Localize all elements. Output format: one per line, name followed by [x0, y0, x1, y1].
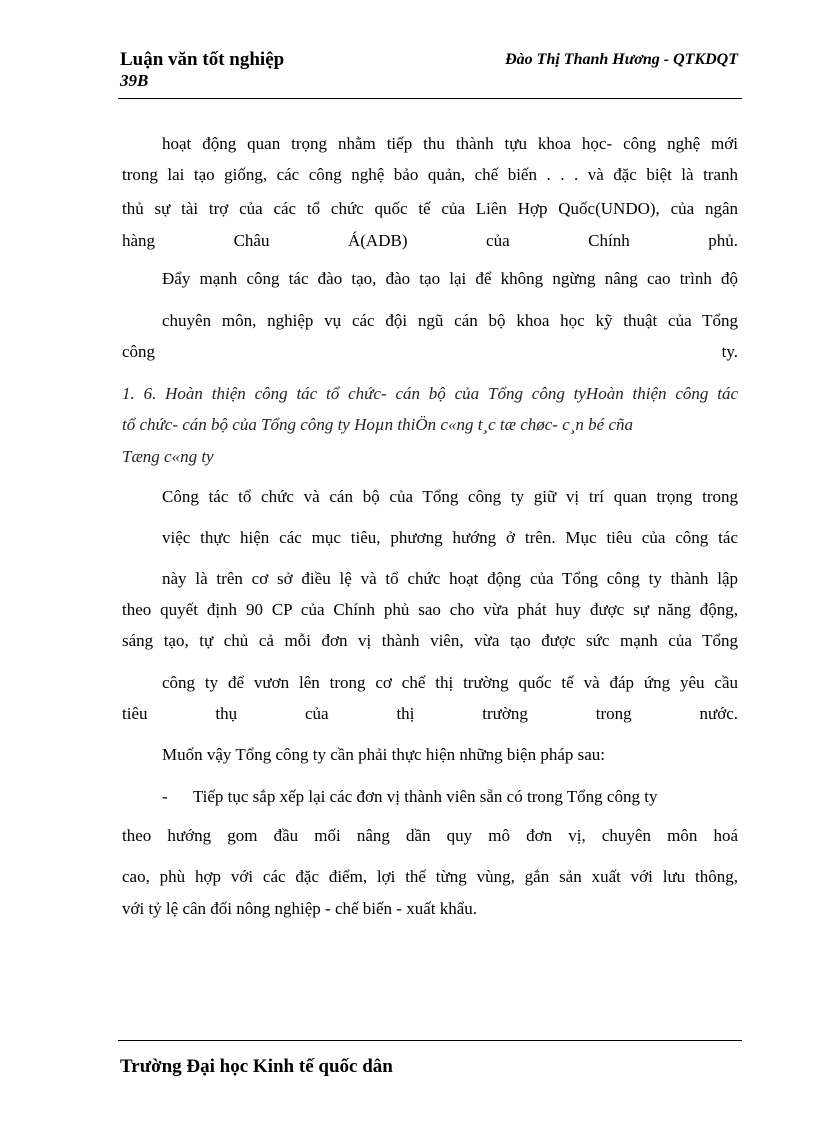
text-line: này là trên cơ sở điều lệ và tổ chức hoạt động của Tổng công ty thành lập	[162, 569, 738, 588]
text-line: hoạt động quan trọng nhằm tiếp thu thành tựu khoa học- công nghệ mới	[162, 134, 738, 153]
text-line: chuyên môn, nghiệp vụ các đội ngũ cán bộ khoa học kỹ thuật của Tổng	[162, 311, 738, 330]
header-title-sub: 39B	[120, 71, 149, 90]
section-heading-line: Tæng c«ng ty	[122, 447, 214, 466]
text-line: công ty.	[122, 342, 738, 361]
text-line: việc thực hiện các mục tiêu, phương hướng ở trên. Mục tiêu của công tác	[162, 528, 738, 547]
text-line: Muốn vậy Tổng công ty cần phải thực hiện những biện pháp sau:	[162, 745, 606, 764]
section-heading-line: tổ chức- cán bộ của Tổng công ty Hoµn thiÖn c«ng t¸c tæ chøc- c¸n bé cña	[122, 415, 633, 434]
list-item: - Tiếp tục sắp xếp lại các đơn vị thành viên sẵn có trong Tổng công ty	[162, 787, 658, 806]
header-title-main: Luận văn tốt nghiệp	[120, 49, 285, 70]
text-line: công ty để vươn lên trong cơ chế thị trường quốc tế và đáp ứng yêu cầu	[162, 673, 738, 692]
text-line: Công tác tổ chức và cán bộ của Tổng công ty giữ vị trí quan trọng trong	[162, 487, 738, 506]
section-heading-line: 1. 6. Hoàn thiện công tác tổ chức- cán bộ của Tổng công tyHoàn thiện công tác	[122, 384, 738, 403]
text-line: theo hướng gom đầu mối nâng dần quy mô đơn vị, chuyên môn hoá	[122, 826, 738, 845]
text-line: trong lai tạo giống, các công nghệ bảo quản, chế biến . . . và đặc biệt là tranh	[122, 165, 738, 184]
text-line: Đẩy mạnh công tác đào tạo, đào tạo lại để không ngừng nâng cao trình độ	[162, 269, 738, 288]
header-title	[120, 49, 284, 91]
text-line: hàng Châu Á(ADB) của Chính phủ.	[122, 231, 738, 250]
text-line: tiêu thụ của thị trường trong nước.	[122, 704, 738, 723]
text-line: sáng tạo, tự chủ cả mỗi đơn vị thành viên, vừa tạo được sức mạnh của Tổng	[122, 631, 738, 650]
footer-rule	[118, 1040, 742, 1041]
text-line: với tỷ lệ cân đối nông nghiệp - chế biến - xuất khẩu.	[122, 899, 478, 918]
header-author: Đào Thị Thanh Hương - QTKDQT	[505, 51, 738, 68]
header-rule	[118, 98, 742, 99]
text-line: thủ sự tài trợ của các tổ chức quốc tế của Liên Hợp Quốc(UNDO), của ngân	[122, 199, 738, 218]
text-line: cao, phù hợp với các đặc điểm, lợi thế từng vùng, gắn sản xuất với lưu thông,	[122, 867, 738, 886]
text-line: theo quyết định 90 CP của Chính phủ sao cho vừa phát huy được sự năng động,	[122, 600, 738, 619]
footer-text: Trường Đại học Kinh tế quốc dân	[120, 1056, 393, 1077]
